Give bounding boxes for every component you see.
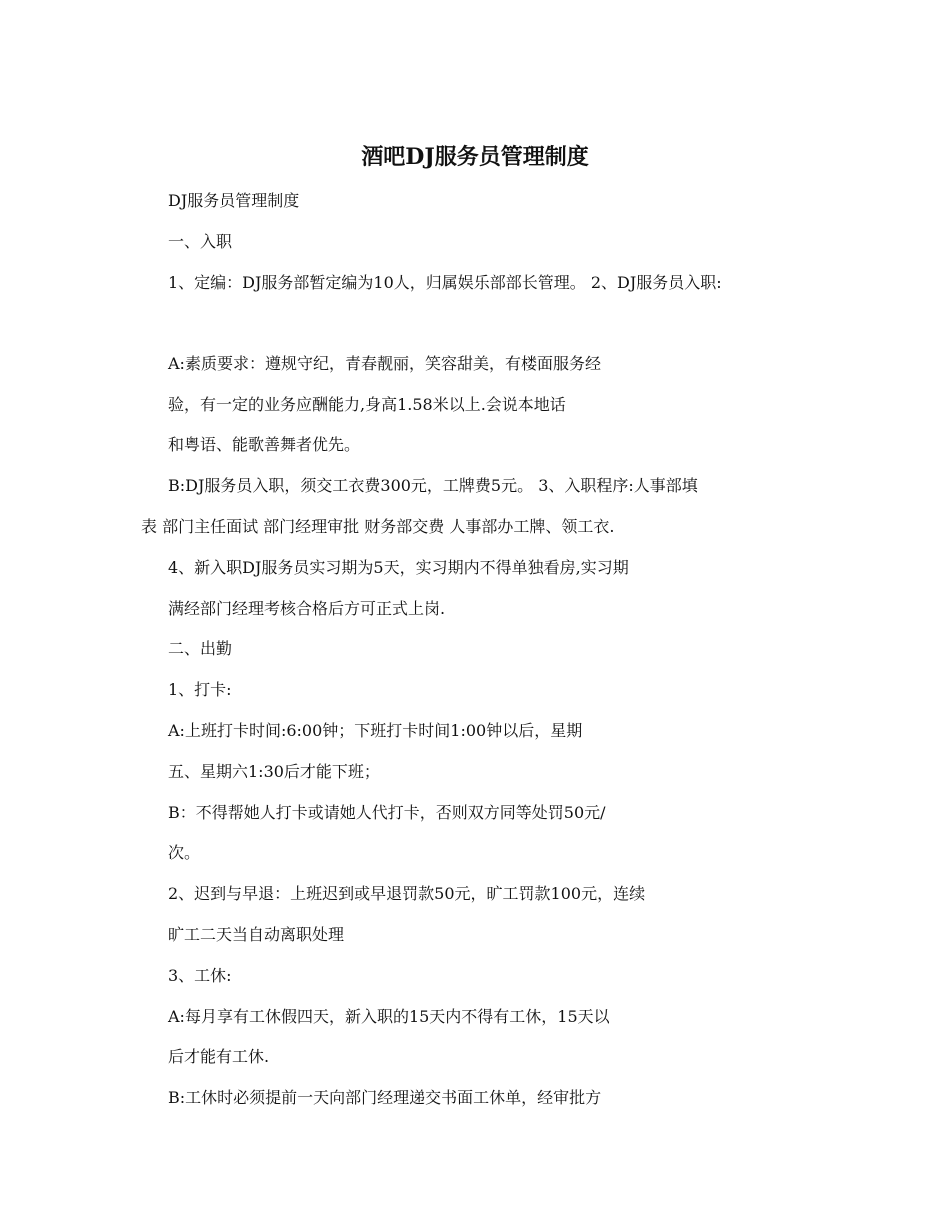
paragraph-line: 五、星期六1:30后才能下班； <box>168 762 380 781</box>
document-title: 酒吧DJ服务员管理制度 <box>361 144 589 170</box>
paragraph-line: 3、工休: <box>168 966 232 985</box>
paragraph-line: 和粤语、能歌善舞者优先。 <box>168 435 361 454</box>
paragraph-line: B:工休时必须提前一天向部门经理递交书面工休单，经审批方 <box>168 1088 602 1107</box>
paragraph-line: 后才能有工休. <box>168 1047 270 1066</box>
section-heading: 二、出勤 <box>168 639 233 658</box>
paragraph-line: A:上班打卡时间:6:00钟；下班打卡时间1:00钟以后，星期 <box>168 721 583 740</box>
paragraph-line: A:素质要求：遵规守纪，青春靓丽，笑容甜美，有楼面服务经 <box>168 354 601 373</box>
paragraph-line: DJ服务员管理制度 <box>168 191 300 210</box>
paragraph-line: 满经部门经理考核合格后方可正式上岗. <box>168 599 446 618</box>
paragraph-line: A:每月享有工休假四天，新入职的15天内不得有工休，15天以 <box>168 1007 610 1026</box>
paragraph-line: B：不得帮她人打卡或请她人代打卡，否则双方同等处罚50元/ <box>168 803 606 822</box>
section-heading: 一、入职 <box>168 232 233 251</box>
paragraph-line: 旷工二天当自动离职处理 <box>168 925 345 944</box>
paragraph-line: 1、定编：DJ服务部暂定编为10人，归属娱乐部部长管理。 2、DJ服务员入职: <box>168 273 722 292</box>
paragraph-line: 次。 <box>168 843 201 862</box>
paragraph-line: 1、打卡: <box>168 680 232 699</box>
paragraph-line: 表 部门主任面试 部门经理审批 财务部交费 人事部办工牌、领工衣. <box>141 517 615 536</box>
paragraph-line: B:DJ服务员入职，须交工衣费300元，工牌费5元。 3、入职程序:人事部填 <box>168 476 698 495</box>
paragraph-line: 4、新入职DJ服务员实习期为5天，实习期内不得单独看房,实习期 <box>168 558 629 577</box>
paragraph-line: 2、迟到与早退：上班迟到或早退罚款50元，旷工罚款100元，连续 <box>168 884 646 903</box>
paragraph-line: 验，有一定的业务应酬能力,身高1.58米以上.会说本地话 <box>168 395 566 414</box>
